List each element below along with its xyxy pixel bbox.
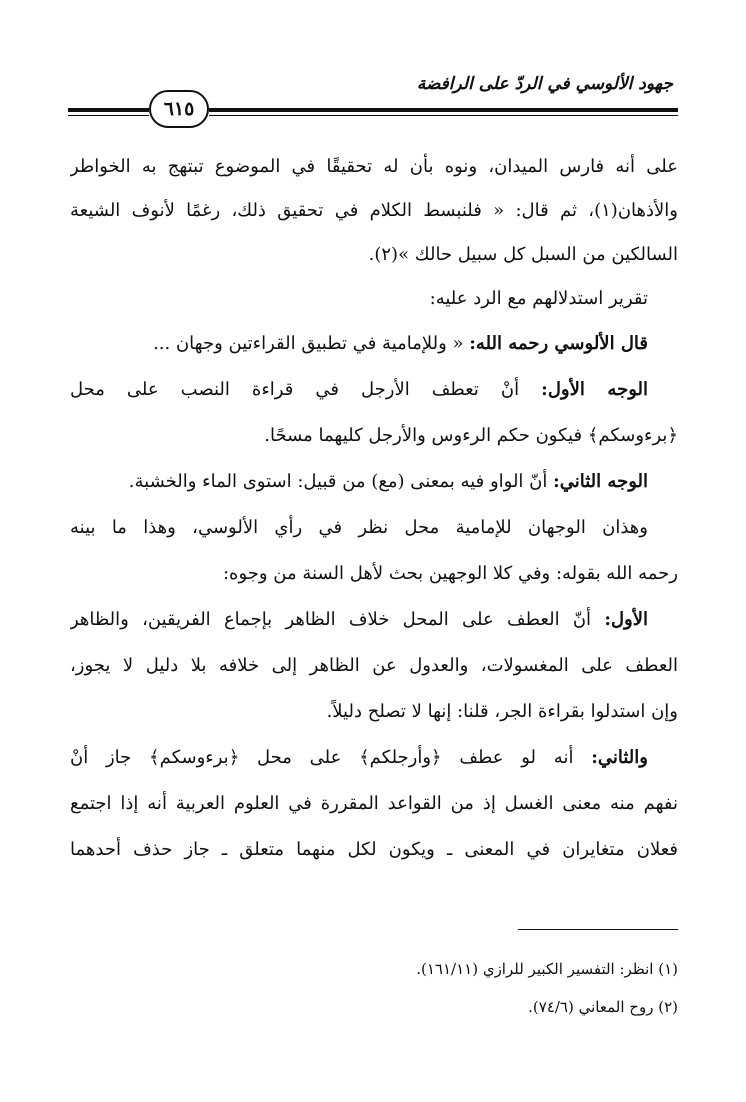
footnote-2: (٢) روح المعاني (٧٤/٦). — [528, 998, 678, 1016]
heading-lead: الأول: — [604, 609, 648, 630]
text-line: والأذهان(١)، ثم قال: « فلنبسط الكلام في تحقيق ذلك، رغمًا لأنوف الشيعة — [70, 200, 678, 221]
text-line: الوجه الأول: أنْ تعطف الأرجل في قراءة النصب على محل — [70, 379, 648, 400]
text-line: وهذان الوجهان للإمامية محل نظر في رأي الألوسي، وهذا ما بينه — [70, 517, 648, 538]
text-line: الوجه الثاني: أنّ الواو فيه بمعنى (مع) من قبيل: استوى الماء والخشبة. — [128, 471, 648, 492]
text-line: تقرير استدلالهم مع الرد عليه: — [429, 288, 648, 309]
text-line — [70, 321, 678, 367]
heading-lead: والثاني: — [591, 747, 648, 768]
footnote-1: (١) انظر: التفسير الكبير للرازي (١٦١/١١). — [416, 960, 678, 978]
page-number: ٦١٥ — [149, 90, 209, 128]
running-title: جهود الألوسي في الردّ على الرافضة — [416, 74, 673, 94]
heading-lead: الوجه الأول: — [541, 379, 648, 400]
text-line: وإن استدلوا بقراءة الجر، قلنا: إنها لا تصلح دليلاً. — [326, 701, 678, 722]
quote-text: « وللإمامية في تطبيق القراءتين وجهان ... — [153, 333, 464, 354]
text-line: الأول: أنّ العطف على المحل خلاف الظاهر بإجماع الفريقين، والظاهر — [70, 609, 648, 630]
text-line: السالكين من السبل كل سبيل حالك »(٢). — [368, 244, 678, 265]
text-line: والثاني: أنه لو عطف ﴿وأرجلكم﴾ على محل ﴿برءوسكم﴾ جاز أنْ — [70, 747, 648, 768]
text-line: فعلان متغايران في المعنى ـ ويكون لكل منهما متعلق ـ جاز حذف أحدهما — [70, 839, 678, 860]
header-rule-left-thin — [68, 115, 149, 116]
heading-lead: الوجه الثاني: — [553, 471, 648, 492]
text-line: ﴿برءوسكم﴾ فيكون حكم الرءوس والأرجل كليهما مسحًا. — [264, 425, 678, 446]
header-rule-left — [68, 108, 149, 112]
main-text — [70, 145, 678, 873]
text-line: على أنه فارس الميدان، ونوه بأن له تحقيقًا في الموضوع تبتهج به الخواطر — [70, 156, 678, 177]
speaker-lead: قال الألوسي رحمه الله: — [469, 333, 648, 354]
text-line: رحمه الله بقوله: وفي كلا الوجهين بحث لأهل السنة من وجوه: — [222, 563, 678, 584]
footnote-separator — [518, 929, 678, 930]
text-line: العطف على المغسولات، والعدول عن الظاهر إلى خلافه بلا دليل لا يجوز، — [70, 655, 678, 676]
footnotes — [70, 950, 678, 1026]
header-rule-right-thin — [209, 115, 678, 116]
text-line: نفهم منه معنى الغسل إذ من القواعد المقررة في العلوم العربية أنه إذا اجتمع — [70, 793, 678, 814]
header-rule-right — [209, 108, 678, 112]
